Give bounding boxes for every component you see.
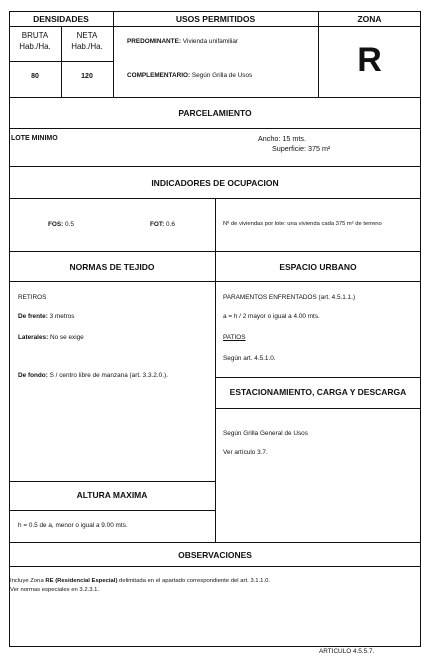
fos-value: 0.5 bbox=[65, 221, 74, 228]
divider bbox=[9, 26, 421, 27]
paramentos-enfrentados: PARAMENTOS ENFRENTADOS (art. 4.5.1.1.) bbox=[223, 294, 356, 301]
zona-code: R bbox=[357, 41, 382, 79]
divider bbox=[215, 198, 216, 542]
observaciones-suffix: delimitada en el apartado correspondiente del art. 3.1.1.0. bbox=[119, 578, 271, 584]
divider bbox=[215, 408, 421, 409]
neta-label: NETA bbox=[76, 31, 98, 40]
divider bbox=[215, 377, 421, 378]
bruta-value: 80 bbox=[31, 73, 39, 80]
retiro-frente-row bbox=[18, 313, 75, 320]
parcelamiento-title: PARCELAMIENTO bbox=[178, 108, 252, 118]
lote-minimo-label: LOTE MINIMO bbox=[11, 135, 58, 142]
altura-maxima-title: ALTURA MAXIMA bbox=[76, 490, 148, 500]
articulo-reference: ARTICULO 4.5.5.7. bbox=[319, 648, 375, 655]
retiro-fondo-label: De fondo: bbox=[18, 372, 48, 379]
patios-reference: Según art. 4.5.1.0. bbox=[223, 355, 276, 362]
lote-superficie: Superficie: 375 m² bbox=[272, 144, 331, 153]
retiros-heading: RETIROS bbox=[18, 294, 47, 301]
complementario-row bbox=[127, 72, 252, 79]
divider bbox=[9, 510, 215, 511]
neta-value: 120 bbox=[81, 73, 93, 80]
predominante-value: Vivienda unifamiliar bbox=[182, 38, 239, 45]
complementario-label: COMPLEMENTARIO: bbox=[127, 72, 191, 79]
zona-title: ZONA bbox=[357, 14, 382, 24]
complementario-value: Según Grilla de Usos bbox=[191, 72, 253, 79]
retiro-laterales-label: Laterales: bbox=[18, 334, 49, 341]
paramentos-formula: a = h / 2 mayor o igual a 4.00 mts. bbox=[223, 313, 320, 320]
retiro-laterales-value: No se exige bbox=[49, 334, 84, 341]
predominante-label: PREDOMINANTE: bbox=[127, 38, 181, 45]
estacionamiento-title: ESTACIONAMIENTO, CARGA Y DESCARGA bbox=[229, 387, 407, 397]
espacio-urbano-title: ESPACIO URBANO bbox=[279, 262, 357, 272]
lote-ancho: Ancho: 15 mts. bbox=[258, 134, 306, 143]
estacionamiento-line2: Ver artículo 3.7. bbox=[223, 449, 268, 456]
predominante-row bbox=[127, 38, 238, 45]
retiro-laterales-row bbox=[18, 334, 84, 341]
fot-value: 0.6 bbox=[165, 221, 175, 228]
viviendas-por-lote: Nº de viviendas por lote: una vivienda cada 375 m² de terreno bbox=[223, 221, 382, 227]
retiro-frente-value: 3 metros bbox=[49, 313, 75, 320]
observaciones-prefix: Incluye Zona bbox=[10, 578, 44, 584]
divider bbox=[9, 566, 421, 567]
retiro-fondo-value: S / centro libre de manzana (art. 3.3.2.0.). bbox=[49, 372, 168, 379]
bruta-label: BRUTA bbox=[21, 31, 49, 40]
bruta-unit: Hab./Ha. bbox=[19, 42, 51, 51]
observaciones-zone: RE (Residencial Especial) bbox=[45, 578, 118, 584]
indicadores-title: INDICADORES DE OCUPACION bbox=[151, 178, 279, 188]
divider bbox=[9, 481, 215, 482]
fot-label: FOT: bbox=[150, 221, 165, 228]
fos-row bbox=[48, 221, 74, 228]
fot-row bbox=[150, 221, 175, 228]
divider bbox=[9, 542, 421, 543]
divider bbox=[9, 97, 421, 98]
retiro-frente-label: De frente: bbox=[18, 313, 48, 320]
usos-title: USOS PERMITIDOS bbox=[175, 14, 256, 24]
densidades-title: DENSIDADES bbox=[33, 14, 89, 24]
divider bbox=[9, 128, 421, 129]
divider bbox=[9, 166, 421, 167]
normas-title: NORMAS DE TEJIDO bbox=[69, 262, 155, 272]
observaciones-line2: Ver normas especiales en 3.2.3.1. bbox=[10, 587, 100, 593]
estacionamiento-line1: Según Grilla General de Usos bbox=[223, 430, 308, 437]
altura-maxima-text: h = 0.5 de a, menor o igual a 9.00 mts. bbox=[18, 522, 128, 529]
fos-label: FOS: bbox=[48, 221, 64, 228]
observaciones-line1 bbox=[10, 578, 270, 584]
observaciones-title: OBSERVACIONES bbox=[178, 550, 252, 560]
patios-heading: PATIOS bbox=[223, 334, 246, 341]
neta-unit: Hab./Ha. bbox=[71, 42, 103, 51]
retiro-fondo-row bbox=[18, 372, 168, 379]
